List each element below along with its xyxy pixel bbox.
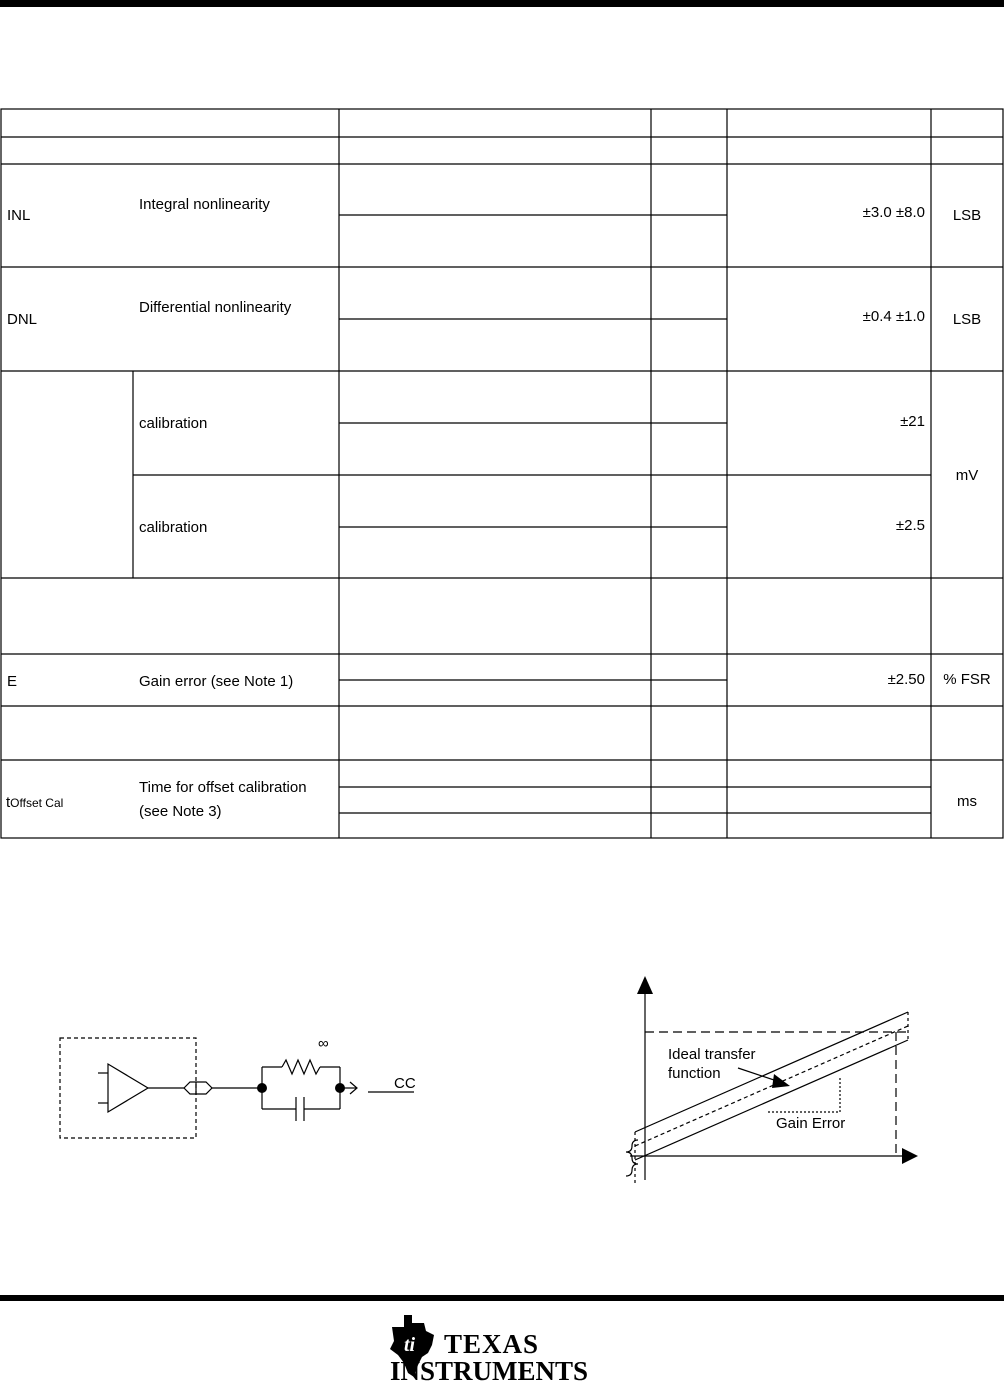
offset-before-calibration-label: calibration	[139, 415, 208, 432]
dnl-parameter: Differential nonlinearity	[139, 299, 292, 316]
ideal-transfer-label-line2: function	[668, 1065, 721, 1082]
equivalent-circuit-figure	[0, 1020, 460, 1160]
offset-after-calibration-label: calibration	[139, 519, 208, 536]
gain-error-parameter: Gain error (see Note 1)	[139, 673, 294, 690]
dnl-unit: LSB	[952, 311, 982, 328]
inl-values: ±3.0 ±8.0	[862, 204, 925, 221]
circuit-infinity-label: ∞	[318, 1035, 329, 1052]
circuit-buffer-symbol	[108, 1064, 148, 1112]
dnl-values: ±0.4 ±1.0	[862, 308, 925, 325]
logo-text-texas: TEXAS	[444, 1329, 540, 1359]
x-axis-arrow-head	[902, 1148, 918, 1164]
gain-error-value: ±2.50	[887, 671, 925, 688]
offset-unit: mV	[955, 467, 979, 484]
actual-transfer-line	[635, 1026, 908, 1146]
dnl-symbol: DNL	[7, 311, 38, 328]
inl-symbol: INL	[7, 207, 31, 224]
offset-cal-time-symbol-sub: Offset Cal	[10, 796, 64, 810]
offset-before-calibration-value: ±21	[900, 413, 925, 430]
inl-parameter: Integral nonlinearity	[139, 196, 270, 213]
ideal-transfer-label-line1: Ideal transfer	[668, 1046, 756, 1063]
ideal-label-arrow-head	[772, 1074, 790, 1088]
offset-cal-time-parameter-line1: Time for offset calibration	[139, 779, 307, 796]
gain-error-transfer-figure	[600, 970, 940, 1200]
circuit-pin-symbol	[184, 1082, 212, 1094]
offset-cal-time-symbol-main: t	[6, 794, 11, 811]
svg-text:ti: ti	[404, 1334, 416, 1356]
gain-error-symbol: E	[7, 673, 18, 690]
circuit-resistor-symbol	[282, 1060, 320, 1074]
bottom-rule	[0, 1295, 1004, 1301]
texas-instruments-logo	[388, 1313, 598, 1385]
circuit-output-label: CC	[394, 1075, 416, 1092]
circuit-node-right	[335, 1083, 345, 1093]
logo-text-instruments: INSTRUMENTS	[390, 1356, 589, 1386]
circuit-node-left	[257, 1083, 267, 1093]
offset-after-calibration-value: ±2.5	[895, 517, 925, 534]
offset-cal-time-parameter-line2: (see Note 3)	[139, 803, 222, 820]
offset-cal-time-symbol	[6, 794, 63, 816]
inl-unit: LSB	[952, 207, 982, 224]
gain-error-unit: % FSR	[943, 671, 991, 688]
offset-cal-time-unit: ms	[957, 793, 977, 810]
y-axis-arrow-head	[637, 976, 653, 994]
gain-error-label: Gain Error	[776, 1115, 846, 1132]
